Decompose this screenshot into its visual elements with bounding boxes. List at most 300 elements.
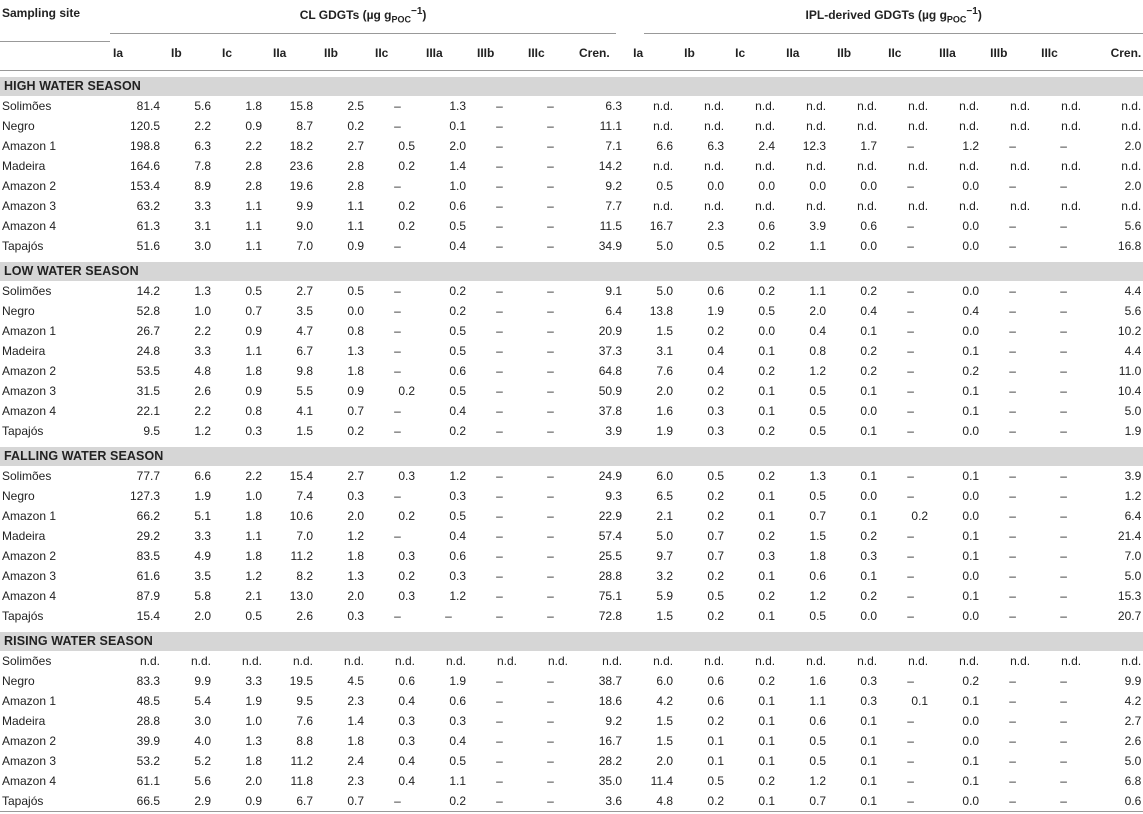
value-cell: – — [907, 323, 914, 338]
value-cell: 16.7 — [649, 218, 674, 233]
value-cell: 22.1 — [136, 403, 160, 418]
value-cell: 0.1 — [962, 383, 980, 398]
value-cell: 0.2 — [707, 793, 725, 808]
value-cell: 0.2 — [758, 423, 776, 438]
value-cell: 0.0 — [962, 488, 980, 503]
site-cell: Amazon 2 — [2, 178, 57, 193]
value-cell: n.d. — [653, 118, 674, 133]
value-cell: n.d. — [857, 158, 878, 173]
value-cell: 26.7 — [136, 323, 160, 338]
value-cell: 6.4 — [605, 303, 623, 318]
value-cell: 3.9 — [1124, 468, 1142, 483]
value-cell: 3.5 — [194, 568, 211, 583]
value-cell: 0.3 — [860, 693, 878, 708]
value-cell: 0.2 — [398, 383, 415, 398]
value-cell: – — [547, 98, 554, 113]
value-cell: – — [907, 793, 914, 808]
value-cell: 7.1 — [605, 138, 623, 153]
value-cell: 1.6 — [809, 673, 827, 688]
value-cell: – — [1060, 568, 1067, 583]
site-cell: Amazon 2 — [2, 733, 57, 748]
value-cell: 72.8 — [598, 608, 623, 623]
table-row — [0, 731, 1143, 751]
value-cell: 6.0 — [656, 468, 674, 483]
value-cell: 2.3 — [707, 218, 725, 233]
value-cell: – — [1060, 238, 1067, 253]
value-cell: 18.2 — [289, 138, 313, 153]
value-cell: n.d. — [496, 653, 517, 668]
value-cell: 0.7 — [707, 548, 725, 563]
value-cell: – — [1009, 238, 1016, 253]
value-cell: 61.6 — [136, 568, 160, 583]
value-cell: 4.9 — [194, 548, 211, 563]
value-cell: – — [907, 488, 914, 503]
value-cell: 4.7 — [296, 323, 313, 338]
table-row — [0, 546, 1143, 566]
value-cell: – — [547, 138, 554, 153]
value-cell: 61.1 — [136, 773, 160, 788]
value-cell: n.d. — [1061, 118, 1082, 133]
value-cell: 1.9 — [1124, 423, 1142, 438]
value-cell: – — [1009, 138, 1016, 153]
value-cell: 0.3 — [398, 733, 415, 748]
table-row — [0, 281, 1143, 301]
table-row — [0, 466, 1143, 486]
value-cell: – — [394, 403, 401, 418]
value-cell: 0.8 — [809, 343, 827, 358]
value-cell: – — [496, 793, 503, 808]
value-cell: 2.6 — [1124, 733, 1142, 748]
value-cell: 6.6 — [656, 138, 674, 153]
value-cell: 9.0 — [296, 218, 313, 233]
value-cell: 9.7 — [656, 548, 674, 563]
value-cell: 4.0 — [194, 733, 211, 748]
value-cell: n.d. — [806, 653, 827, 668]
value-cell: 5.6 — [1124, 303, 1142, 318]
value-cell: 1.1 — [245, 343, 262, 358]
column-header-ipl-iiib: IIIb — [990, 45, 1008, 60]
value-cell: – — [907, 178, 914, 193]
column-header-ipl-ib: Ib — [684, 45, 695, 60]
value-cell: 1.0 — [245, 713, 262, 728]
value-cell: – — [496, 608, 503, 623]
value-cell: 0.2 — [860, 363, 878, 378]
value-cell: 3.2 — [656, 568, 674, 583]
value-cell: 11.5 — [599, 218, 623, 233]
column-header-ipl-iia: IIa — [786, 45, 800, 60]
value-cell: 0.9 — [245, 793, 262, 808]
value-cell: 4.5 — [347, 673, 364, 688]
value-cell: 0.0 — [860, 403, 878, 418]
value-cell: 2.6 — [194, 383, 211, 398]
value-cell: – — [496, 733, 503, 748]
value-cell: 2.7 — [1124, 713, 1142, 728]
value-cell: 63.2 — [136, 198, 160, 213]
value-cell: – — [1060, 548, 1067, 563]
value-cell: 11.4 — [650, 773, 674, 788]
value-cell: 64.8 — [598, 363, 623, 378]
site-cell: Amazon 2 — [2, 548, 57, 563]
value-cell: 0.6 — [809, 568, 827, 583]
value-cell: – — [547, 673, 554, 688]
value-cell: – — [907, 713, 914, 728]
value-cell: 81.4 — [136, 98, 160, 113]
value-cell: – — [547, 733, 554, 748]
value-cell: n.d. — [857, 98, 878, 113]
value-cell: 1.1 — [809, 238, 827, 253]
value-cell: – — [1009, 528, 1016, 543]
value-cell: 0.6 — [449, 198, 466, 213]
value-cell: n.d. — [857, 198, 878, 213]
value-cell: 8.7 — [296, 118, 313, 133]
value-cell: n.d. — [1061, 158, 1082, 173]
value-cell: – — [1060, 423, 1067, 438]
column-header-cl-iia: IIa — [273, 45, 287, 60]
value-cell: 9.9 — [194, 673, 211, 688]
value-cell: 0.4 — [860, 303, 878, 318]
value-cell: 7.6 — [296, 713, 313, 728]
value-cell: 0.1 — [962, 343, 980, 358]
value-cell: – — [907, 773, 914, 788]
value-cell: 87.9 — [136, 588, 160, 603]
value-cell: – — [547, 238, 554, 253]
value-cell: – — [547, 218, 554, 233]
value-cell: n.d. — [704, 198, 725, 213]
value-cell: n.d. — [343, 653, 364, 668]
value-cell: 1.2 — [449, 468, 466, 483]
value-cell: n.d. — [908, 653, 929, 668]
value-cell: 0.2 — [911, 508, 929, 523]
value-cell: 0.4 — [449, 403, 466, 418]
value-cell: – — [496, 283, 503, 298]
value-cell: 0.2 — [962, 673, 980, 688]
column-header-cl-iib: IIb — [324, 45, 338, 60]
value-cell: n.d. — [1061, 653, 1082, 668]
value-cell: 0.3 — [860, 673, 878, 688]
value-cell: – — [907, 588, 914, 603]
value-cell: 1.2 — [962, 138, 980, 153]
value-cell: 5.6 — [194, 773, 211, 788]
value-cell: 1.2 — [809, 363, 827, 378]
value-cell: n.d. — [1010, 158, 1031, 173]
sampling-site-header: Sampling site — [0, 0, 110, 42]
value-cell: – — [496, 343, 503, 358]
value-cell: – — [496, 468, 503, 483]
value-cell: – — [1009, 363, 1016, 378]
value-cell: – — [1060, 773, 1067, 788]
value-cell: 14.2 — [598, 158, 623, 173]
value-cell: 1.2 — [1124, 488, 1142, 503]
value-cell: – — [394, 178, 401, 193]
value-cell: 0.5 — [809, 403, 827, 418]
site-cell: Tapajós — [2, 793, 44, 808]
value-cell: 2.0 — [347, 508, 364, 523]
value-cell: 2.2 — [245, 468, 262, 483]
value-cell: – — [394, 488, 401, 503]
value-cell: 77.7 — [136, 468, 160, 483]
value-cell: 5.0 — [656, 283, 674, 298]
value-cell: n.d. — [959, 653, 980, 668]
value-cell: 3.3 — [194, 198, 211, 213]
value-cell: 0.1 — [707, 753, 725, 768]
value-cell: 2.0 — [347, 588, 364, 603]
value-cell: 20.9 — [598, 323, 623, 338]
value-cell: 1.2 — [809, 588, 827, 603]
value-cell: 0.2 — [707, 568, 725, 583]
value-cell: 3.9 — [809, 218, 827, 233]
value-cell: 120.5 — [129, 118, 160, 133]
value-cell: – — [1009, 773, 1016, 788]
value-cell: – — [496, 693, 503, 708]
value-cell: – — [1009, 733, 1016, 748]
value-cell: – — [1060, 303, 1067, 318]
value-cell: 1.5 — [656, 323, 674, 338]
value-cell: 0.4 — [398, 693, 415, 708]
value-cell: 6.7 — [296, 793, 313, 808]
value-cell: 0.0 — [860, 488, 878, 503]
site-cell: Amazon 4 — [2, 773, 57, 788]
value-cell: – — [1060, 343, 1067, 358]
column-header-cl-ib: Ib — [171, 45, 182, 60]
value-cell: 0.0 — [962, 283, 980, 298]
value-cell: 0.1 — [962, 753, 980, 768]
value-cell: 1.5 — [656, 713, 674, 728]
value-cell: 0.1 — [758, 568, 776, 583]
column-header-ipl-iiia: IIIa — [939, 45, 956, 60]
value-cell: n.d. — [806, 98, 827, 113]
value-cell: 1.8 — [347, 548, 364, 563]
value-cell: – — [1060, 608, 1067, 623]
value-cell: 5.1 — [194, 508, 211, 523]
value-cell: – — [547, 588, 554, 603]
value-cell: 0.0 — [962, 508, 980, 523]
value-cell: n.d. — [1121, 158, 1142, 173]
value-cell: 0.4 — [449, 238, 466, 253]
value-cell: – — [1009, 693, 1016, 708]
value-cell: 3.5 — [296, 303, 313, 318]
value-cell: 0.5 — [656, 178, 674, 193]
value-cell: 10.2 — [1117, 323, 1142, 338]
value-cell: – — [496, 238, 503, 253]
value-cell: 0.3 — [398, 713, 415, 728]
value-cell: 0.6 — [758, 218, 776, 233]
value-cell: 16.7 — [598, 733, 623, 748]
value-cell: n.d. — [1010, 198, 1031, 213]
value-cell: 9.9 — [296, 198, 313, 213]
value-cell: – — [394, 343, 401, 358]
value-cell: 13.8 — [649, 303, 674, 318]
value-cell: n.d. — [704, 118, 725, 133]
value-cell: 5.6 — [1124, 218, 1142, 233]
value-cell: – — [1009, 383, 1016, 398]
value-cell: – — [547, 608, 554, 623]
value-cell: 4.4 — [1124, 343, 1142, 358]
value-cell: – — [547, 548, 554, 563]
value-cell: 9.5 — [143, 423, 160, 438]
value-cell: – — [496, 568, 503, 583]
column-header-ipl-cren: Cren. — [1110, 45, 1142, 60]
table-row — [0, 236, 1143, 256]
value-cell: 0.3 — [707, 403, 725, 418]
value-cell: – — [1009, 283, 1016, 298]
value-cell: 0.1 — [758, 693, 776, 708]
column-header-ipl-iiic: IIIc — [1041, 45, 1058, 60]
value-cell: 0.3 — [245, 423, 262, 438]
column-header-cl-iiib: IIIb — [477, 45, 495, 60]
value-cell: – — [1009, 793, 1016, 808]
value-cell: 2.2 — [194, 403, 211, 418]
value-cell: n.d. — [704, 653, 725, 668]
table-row — [0, 381, 1143, 401]
value-cell: – — [496, 588, 503, 603]
value-cell: 9.1 — [605, 283, 623, 298]
value-cell: – — [547, 713, 554, 728]
column-header-ipl-ic: Ic — [735, 45, 746, 60]
value-cell: 0.1 — [758, 343, 776, 358]
value-cell: 6.3 — [194, 138, 211, 153]
value-cell: 2.2 — [245, 138, 262, 153]
value-cell: 29.2 — [136, 528, 160, 543]
value-cell: 13.0 — [289, 588, 313, 603]
value-cell: n.d. — [1061, 98, 1082, 113]
value-cell: 7.6 — [656, 363, 674, 378]
value-cell: 2.7 — [347, 138, 364, 153]
value-cell: 1.8 — [245, 508, 262, 523]
value-cell: 0.2 — [398, 568, 415, 583]
value-cell: – — [496, 198, 503, 213]
value-cell: 0.0 — [707, 178, 725, 193]
value-cell: – — [907, 343, 914, 358]
value-cell: 8.8 — [296, 733, 313, 748]
value-cell: 0.1 — [860, 383, 878, 398]
value-cell: – — [1009, 178, 1016, 193]
value-cell: 21.4 — [1117, 528, 1142, 543]
value-cell: – — [1060, 178, 1067, 193]
value-cell: 0.3 — [347, 608, 364, 623]
value-cell: – — [1009, 343, 1016, 358]
column-header-cl-ia: Ia — [113, 45, 124, 60]
value-cell: 0.0 — [758, 178, 776, 193]
value-cell: 5.4 — [194, 693, 211, 708]
value-cell: – — [907, 608, 914, 623]
value-cell: 0.2 — [707, 488, 725, 503]
value-cell: 0.1 — [962, 468, 980, 483]
table-row — [0, 321, 1143, 341]
value-cell: – — [547, 753, 554, 768]
value-cell: 0.0 — [962, 733, 980, 748]
value-cell: – — [1060, 753, 1067, 768]
value-cell: – — [547, 468, 554, 483]
value-cell: – — [1060, 283, 1067, 298]
value-cell: 1.1 — [245, 528, 262, 543]
site-cell: Solimões — [2, 653, 52, 668]
value-cell: – — [547, 793, 554, 808]
value-cell: – — [1009, 323, 1016, 338]
value-cell: 24.8 — [136, 343, 160, 358]
value-cell: 11.2 — [290, 753, 313, 768]
value-cell: 0.4 — [398, 773, 415, 788]
value-cell: 5.0 — [656, 238, 674, 253]
column-header-cl-iiic: IIIc — [528, 45, 545, 60]
value-cell: 9.2 — [605, 178, 623, 193]
table-row — [0, 301, 1143, 321]
value-cell: 1.9 — [194, 488, 211, 503]
value-cell: 9.2 — [605, 713, 623, 728]
value-cell: 1.8 — [245, 98, 262, 113]
value-cell: 1.3 — [245, 733, 262, 748]
value-cell: 0.5 — [809, 488, 827, 503]
value-cell: – — [1009, 568, 1016, 583]
season-title: RISING WATER SEASON — [0, 632, 1143, 651]
value-cell: 0.4 — [449, 733, 466, 748]
value-cell: – — [907, 303, 914, 318]
value-cell: 0.1 — [860, 423, 878, 438]
value-cell: – — [547, 178, 554, 193]
value-cell: 4.8 — [656, 793, 674, 808]
value-cell: 0.6 — [707, 283, 725, 298]
value-cell: 0.6 — [707, 693, 725, 708]
value-cell: n.d. — [1121, 98, 1142, 113]
value-cell: – — [1060, 713, 1067, 728]
value-cell: 0.2 — [347, 118, 364, 133]
value-cell: 5.5 — [296, 383, 313, 398]
value-cell: 4.2 — [1124, 693, 1142, 708]
value-cell: 0.6 — [1124, 793, 1142, 808]
column-header-cl-iiia: IIIa — [426, 45, 443, 60]
value-cell: 0.1 — [758, 383, 776, 398]
table-row — [0, 691, 1143, 711]
value-cell: 3.1 — [656, 343, 674, 358]
column-header-blank — [0, 42, 110, 71]
value-cell: – — [394, 283, 401, 298]
column-header-cl-cren: Cren. — [579, 45, 610, 60]
value-cell: 1.4 — [449, 158, 466, 173]
value-cell: 0.3 — [347, 488, 364, 503]
value-cell: n.d. — [959, 118, 980, 133]
value-cell: 0.1 — [860, 508, 878, 523]
value-cell: 25.5 — [598, 548, 623, 563]
value-cell: 0.6 — [707, 673, 725, 688]
value-cell: 0.9 — [347, 238, 364, 253]
value-cell: 2.3 — [347, 693, 364, 708]
value-cell: – — [547, 383, 554, 398]
column-header-ipl-iic: IIc — [888, 45, 902, 60]
value-cell: 0.2 — [398, 508, 415, 523]
value-cell: n.d. — [394, 653, 415, 668]
value-cell: – — [1009, 608, 1016, 623]
value-cell: 6.3 — [605, 98, 623, 113]
value-cell: 0.2 — [347, 423, 364, 438]
value-cell: 5.9 — [656, 588, 674, 603]
table-row — [0, 771, 1143, 791]
value-cell: 0.2 — [758, 238, 776, 253]
value-cell: – — [394, 323, 401, 338]
table-row — [0, 671, 1143, 691]
value-cell: 0.4 — [707, 343, 725, 358]
value-cell: 9.9 — [1124, 673, 1142, 688]
value-cell: 0.3 — [758, 548, 776, 563]
value-cell: 1.1 — [809, 283, 827, 298]
value-cell: – — [1060, 468, 1067, 483]
value-cell: 0.5 — [245, 608, 262, 623]
value-cell: 1.5 — [809, 528, 827, 543]
value-cell: – — [496, 323, 503, 338]
value-cell: – — [1060, 138, 1067, 153]
value-cell: 0.0 — [860, 608, 878, 623]
value-cell: – — [1060, 693, 1067, 708]
value-cell: 7.4 — [296, 488, 313, 503]
column-header-row — [0, 42, 1143, 71]
